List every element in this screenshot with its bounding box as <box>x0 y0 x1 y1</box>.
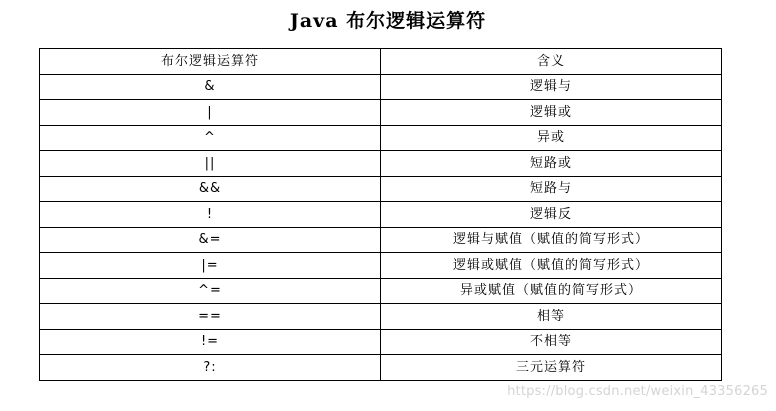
meaning-cell: 逻辑反 <box>381 202 722 228</box>
operator-cell: | <box>40 100 381 126</box>
table-row <box>40 100 722 126</box>
table-row <box>40 278 722 304</box>
table-row <box>40 227 722 253</box>
column-header-meaning: 含义 <box>381 49 722 75</box>
table-row <box>40 125 722 151</box>
meaning-cell: 相等 <box>381 304 722 330</box>
table-row <box>40 176 722 202</box>
meaning-cell: 逻辑或 <box>381 100 722 126</box>
operators-table <box>39 48 722 381</box>
meaning-cell: 异或赋值（赋值的简写形式） <box>381 278 722 304</box>
page-title: Java 布尔逻辑运算符 <box>289 10 487 32</box>
operator-cell: & <box>40 74 381 100</box>
meaning-cell: 逻辑与 <box>381 74 722 100</box>
meaning-cell: 逻辑与赋值（赋值的简写形式） <box>381 227 722 253</box>
table-row <box>40 202 722 228</box>
operator-cell: &= <box>40 227 381 253</box>
table-row <box>40 151 722 177</box>
operator-cell: == <box>40 304 381 330</box>
meaning-cell: 短路与 <box>381 176 722 202</box>
meaning-cell: 三元运算符 <box>381 355 722 381</box>
meaning-cell: 异或 <box>381 125 722 151</box>
operator-cell: ! <box>40 202 381 228</box>
operator-cell: && <box>40 176 381 202</box>
table-header-row <box>40 49 722 75</box>
table-row <box>40 355 722 381</box>
operator-cell: ?: <box>40 355 381 381</box>
column-header-operator: 布尔逻辑运算符 <box>40 49 381 75</box>
meaning-cell: 不相等 <box>381 329 722 355</box>
operator-cell: != <box>40 329 381 355</box>
operator-cell: ^ <box>40 125 381 151</box>
table-row <box>40 329 722 355</box>
operator-cell: ^= <box>40 278 381 304</box>
meaning-cell: 短路或 <box>381 151 722 177</box>
watermark-url: https://blog.csdn.net/weixin_43356265 <box>507 384 768 399</box>
meaning-cell: 逻辑或赋值（赋值的简写形式） <box>381 253 722 279</box>
table-row <box>40 253 722 279</box>
table-row <box>40 304 722 330</box>
operator-cell: |= <box>40 253 381 279</box>
table-row <box>40 74 722 100</box>
operator-cell: || <box>40 151 381 177</box>
